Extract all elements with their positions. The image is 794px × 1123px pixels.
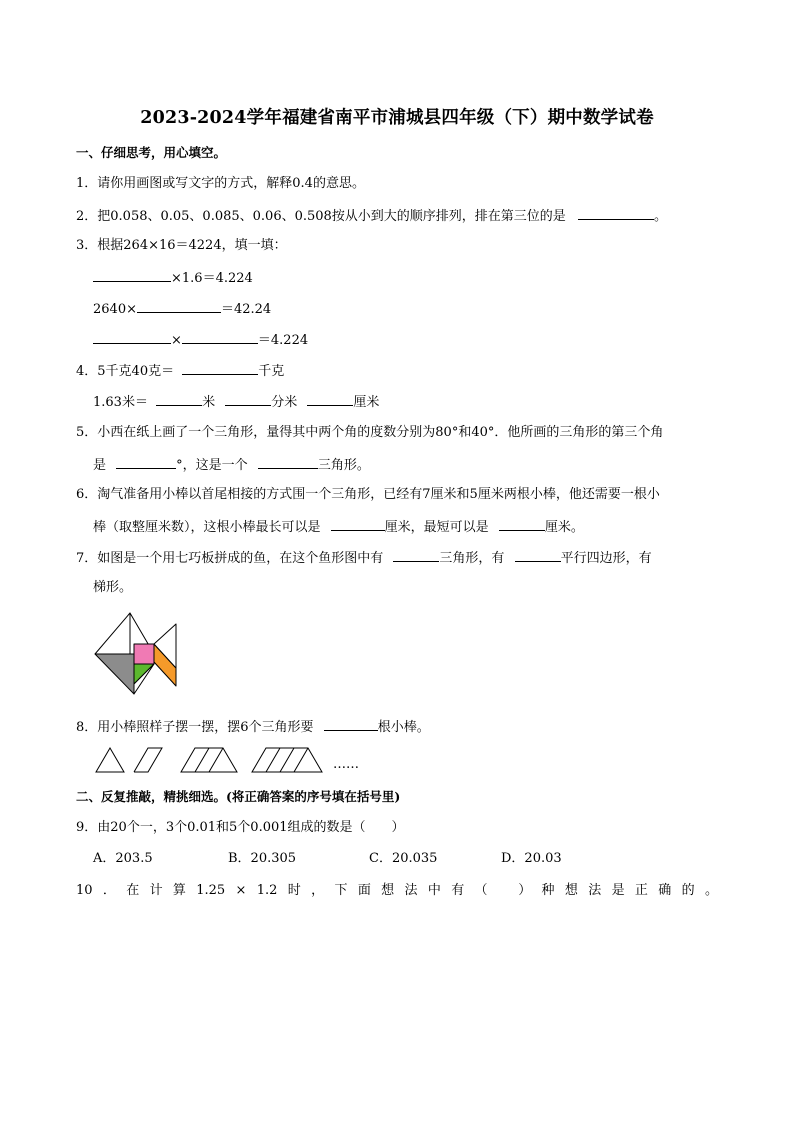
question-6-line-2 [93, 517, 584, 537]
q4-unit1: 千克 [258, 364, 285, 379]
answer-blank[interactable] [515, 548, 561, 562]
question-4 [76, 361, 284, 381]
q4-text: 4．5千克40克＝ [76, 364, 175, 379]
question-1: 1．请你用画图或写文字的方式，解释0.4的意思。 [76, 176, 365, 191]
question-10 [76, 882, 718, 900]
question-10-token: 面 [357, 883, 371, 898]
answer-blank[interactable] [258, 455, 318, 469]
q3-line3-tail: ＝4.224 [257, 333, 309, 348]
q4-u2: 分米 [271, 395, 298, 410]
question-9-option-a[interactable]: A．203.5 [93, 851, 153, 866]
question-10-token: 法 [588, 883, 602, 898]
q7-text: 7．如图是一个用七巧板拼成的鱼，在这个鱼形图中有 [76, 551, 384, 566]
answer-blank[interactable] [578, 206, 654, 220]
q5-line2-tail: 三角形。 [317, 458, 370, 473]
stick-triangles-figure [94, 746, 364, 776]
question-10-token: 算 [172, 883, 186, 898]
question-10-token: 确 [658, 883, 672, 898]
q6-line2-tail: 厘米。 [544, 520, 584, 535]
question-9-option-d[interactable]: D．20.03 [501, 851, 562, 866]
stick-triangles-2 [134, 748, 162, 772]
question-10-token: 在 [126, 883, 140, 898]
question-2 [76, 206, 667, 226]
question-10-token: 法 [404, 883, 418, 898]
stick-triangle-1 [96, 748, 124, 772]
q7-tail: 平行四边形，有 [560, 551, 652, 566]
question-10-token: 计 [149, 883, 163, 898]
question-9-option-c[interactable]: C．20.035 [369, 851, 438, 866]
question-10-token: 中 [427, 883, 441, 898]
q7-mid: 三角形，有 [439, 551, 505, 566]
question-10-token: × [235, 883, 247, 898]
question-10-token: 。 [704, 883, 718, 898]
section-heading-2: 二、反复推敲，精挑细选。(将正确答案的序号填在括号里) [76, 789, 401, 804]
q6-line2-head: 棒（取整厘米数），这根小棒最长可以是 [93, 520, 321, 535]
question-4-line-2 [93, 392, 379, 412]
answer-blank[interactable] [116, 455, 176, 469]
question-10-token: 时 [287, 883, 301, 898]
question-10-token: 下 [334, 883, 348, 898]
question-10-token: 1.2 [256, 883, 278, 898]
question-3: 3．根据264×16＝4224，填一填： [76, 238, 287, 253]
question-10-token: 正 [634, 883, 648, 898]
ellipsis: …… [333, 757, 359, 772]
question-5: 5．小西在纸上画了一个三角形，量得其中两个角的度数分别为80°和40°．他所画的三角形的第三个角 [76, 425, 664, 440]
question-9: 9．由20个一，3个0.01和5个0.001组成的数是（ ） [76, 820, 405, 835]
question-6: 6．淘气准备用小棒以首尾相接的方式围一个三角形，已经有7厘米和5厘米两根小棒，他还需要一根小 [76, 487, 660, 502]
q8-tail: 根小棒。 [377, 720, 430, 735]
q3-line2-tail: ＝42.24 [220, 302, 272, 317]
question-7-line-2: 梯形。 [93, 580, 133, 595]
question-10-token: 想 [381, 883, 395, 898]
stick-triangles-4 [252, 748, 322, 772]
answer-blank[interactable] [499, 517, 545, 531]
answer-blank[interactable] [225, 392, 271, 406]
q6-line2-mid: 厘米，最短可以是 [384, 520, 489, 535]
answer-blank[interactable] [324, 717, 378, 731]
question-10-token: 是 [611, 883, 625, 898]
q5-line2-mid: °，这是一个 [176, 458, 248, 473]
question-10-token: 有 [451, 883, 465, 898]
answer-blank[interactable] [93, 268, 171, 282]
answer-blank[interactable] [182, 330, 258, 344]
question-10-token: （ [474, 883, 488, 898]
question-10-token: 10 [76, 883, 93, 898]
q8-text: 8．用小棒照样子摆一摆，摆6个三角形要 [76, 720, 314, 735]
question-9-option-b[interactable]: B．20.305 [228, 851, 297, 866]
q5-line2-head: 是 [93, 458, 107, 473]
tangram-gray-triangle [95, 654, 134, 694]
q4-u1: 米 [202, 395, 216, 410]
question-5-line-2 [93, 455, 370, 475]
page-title: 2023-2024学年福建省南平市浦城县四年级（下）期中数学试卷 [140, 108, 654, 128]
q4-line2-head: 1.63米＝ [93, 395, 148, 410]
question-10-token [498, 882, 508, 900]
answer-blank[interactable] [331, 517, 385, 531]
answer-blank[interactable] [156, 392, 202, 406]
answer-blank[interactable] [137, 299, 221, 313]
question-3-line-2 [93, 299, 271, 319]
answer-blank[interactable] [182, 361, 258, 375]
question-2-end: 。 [653, 209, 667, 224]
question-10-token: 的 [681, 883, 695, 898]
question-10-token: ． [102, 883, 116, 898]
tangram-top-large-triangle [95, 613, 130, 654]
q4-u3: 厘米 [353, 395, 380, 410]
answer-blank[interactable] [307, 392, 353, 406]
question-7 [76, 548, 652, 568]
question-8 [76, 717, 430, 737]
question-10-token: 想 [564, 883, 578, 898]
q3-line2-head: 2640× [93, 302, 137, 317]
question-10-token: 1.25 [196, 883, 226, 898]
q3-line3-mid: × [171, 333, 182, 348]
tangram-pink-square [134, 644, 154, 664]
section-heading-1: 一、仔细思考，用心填空。 [76, 145, 227, 160]
question-10-token: ） [518, 883, 532, 898]
answer-blank[interactable] [93, 330, 171, 344]
question-10-token: 种 [541, 883, 555, 898]
answer-blank[interactable] [393, 548, 439, 562]
question-3-line-3 [93, 330, 308, 350]
stick-triangles-3 [181, 748, 237, 772]
question-2-text: 2．把0.058、0.05、0.085、0.06、0.508按从小到大的顺序排列，排在第三位的是 [76, 209, 566, 224]
question-3-line-1 [93, 268, 253, 288]
question-10-token: ， [311, 883, 325, 898]
tangram-fish-figure [94, 612, 178, 698]
q3-line1-tail: ×1.6＝4.224 [171, 271, 253, 286]
